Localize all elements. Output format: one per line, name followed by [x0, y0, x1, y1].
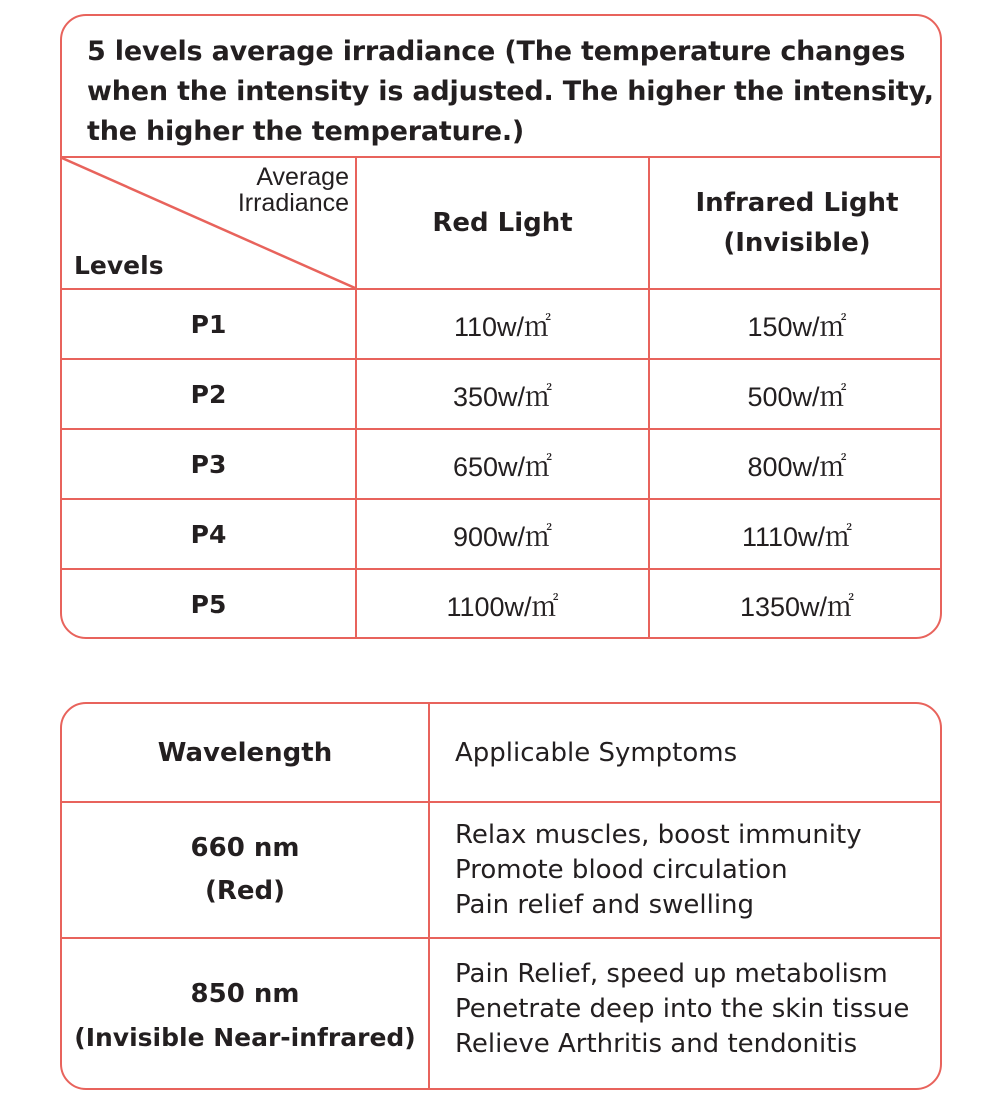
header-red-light-label: Red Light [432, 208, 573, 238]
red-irradiance-cell: 900w/㎡ [452, 521, 553, 552]
level-cell: P3 [190, 449, 227, 479]
wavelength-color: (Red) [204, 876, 286, 906]
ir-irradiance-cell: 150w/㎡ [747, 311, 847, 342]
symptom-line: Penetrate deep into the skin tissue [455, 993, 910, 1024]
header-symptoms [430, 704, 942, 801]
wavelength-cell [62, 939, 428, 1090]
header-infrared-label-line1: Infrared Light [695, 188, 899, 218]
ir-irradiance-cell: 500w/㎡ [747, 381, 847, 412]
wavelength-table [60, 702, 942, 1090]
red-irradiance-cell: 110w/㎡ [453, 311, 552, 342]
corner-label-line2: Irradiance [237, 189, 349, 217]
ir-irradiance-cell: 1110w/㎡ [741, 521, 853, 552]
corner-label-levels: Levels [74, 251, 164, 280]
header-wavelength-label: Wavelength [157, 737, 333, 768]
wavelength-value: 850 nm [190, 978, 300, 1009]
level-cell: P5 [190, 589, 227, 619]
level-cell: P4 [190, 519, 227, 549]
header-wavelength [62, 704, 428, 801]
header-symptoms-label: Applicable Symptoms [455, 737, 738, 768]
corner-label-line1: Average [256, 163, 349, 191]
ir-irradiance-cell: 1350w/㎡ [739, 591, 855, 622]
header-infrared-label-line2: (Invisible) [723, 228, 871, 258]
symptom-line: Relax muscles, boost immunity [455, 819, 862, 850]
symptom-line: Pain relief and swelling [455, 889, 755, 920]
symptom-line: Promote blood circulation [455, 854, 788, 885]
wavelength-cell [62, 803, 428, 937]
symptom-line: Relieve Arthritis and tendonitis [455, 1028, 858, 1059]
red-irradiance-cell: 1100w/㎡ [446, 591, 559, 622]
corner-label-irradiance [238, 164, 349, 216]
irradiance-caption: 5 levels average irradiance (The temperature changes when the intensity is adjusted. The higher the intensity, the higher the temperature.) [87, 36, 934, 147]
wavelength-value: 660 nm [190, 833, 300, 863]
red-irradiance-cell: 350w/㎡ [452, 381, 553, 412]
header-red-light [357, 158, 648, 288]
symptoms-cell [455, 803, 935, 937]
symptom-line: Pain Relief, speed up metabolism [455, 958, 888, 989]
wavelength-color: (Invisible Near-infrared) [74, 1022, 416, 1052]
corner-header-cell [62, 158, 355, 288]
irradiance-table [60, 14, 942, 639]
level-cell: P1 [190, 309, 227, 339]
header-infrared-light [650, 158, 942, 288]
red-irradiance-cell: 650w/㎡ [452, 451, 553, 482]
level-cell: P2 [190, 379, 227, 409]
ir-irradiance-cell: 800w/㎡ [747, 451, 847, 482]
symptoms-cell [455, 939, 940, 1079]
